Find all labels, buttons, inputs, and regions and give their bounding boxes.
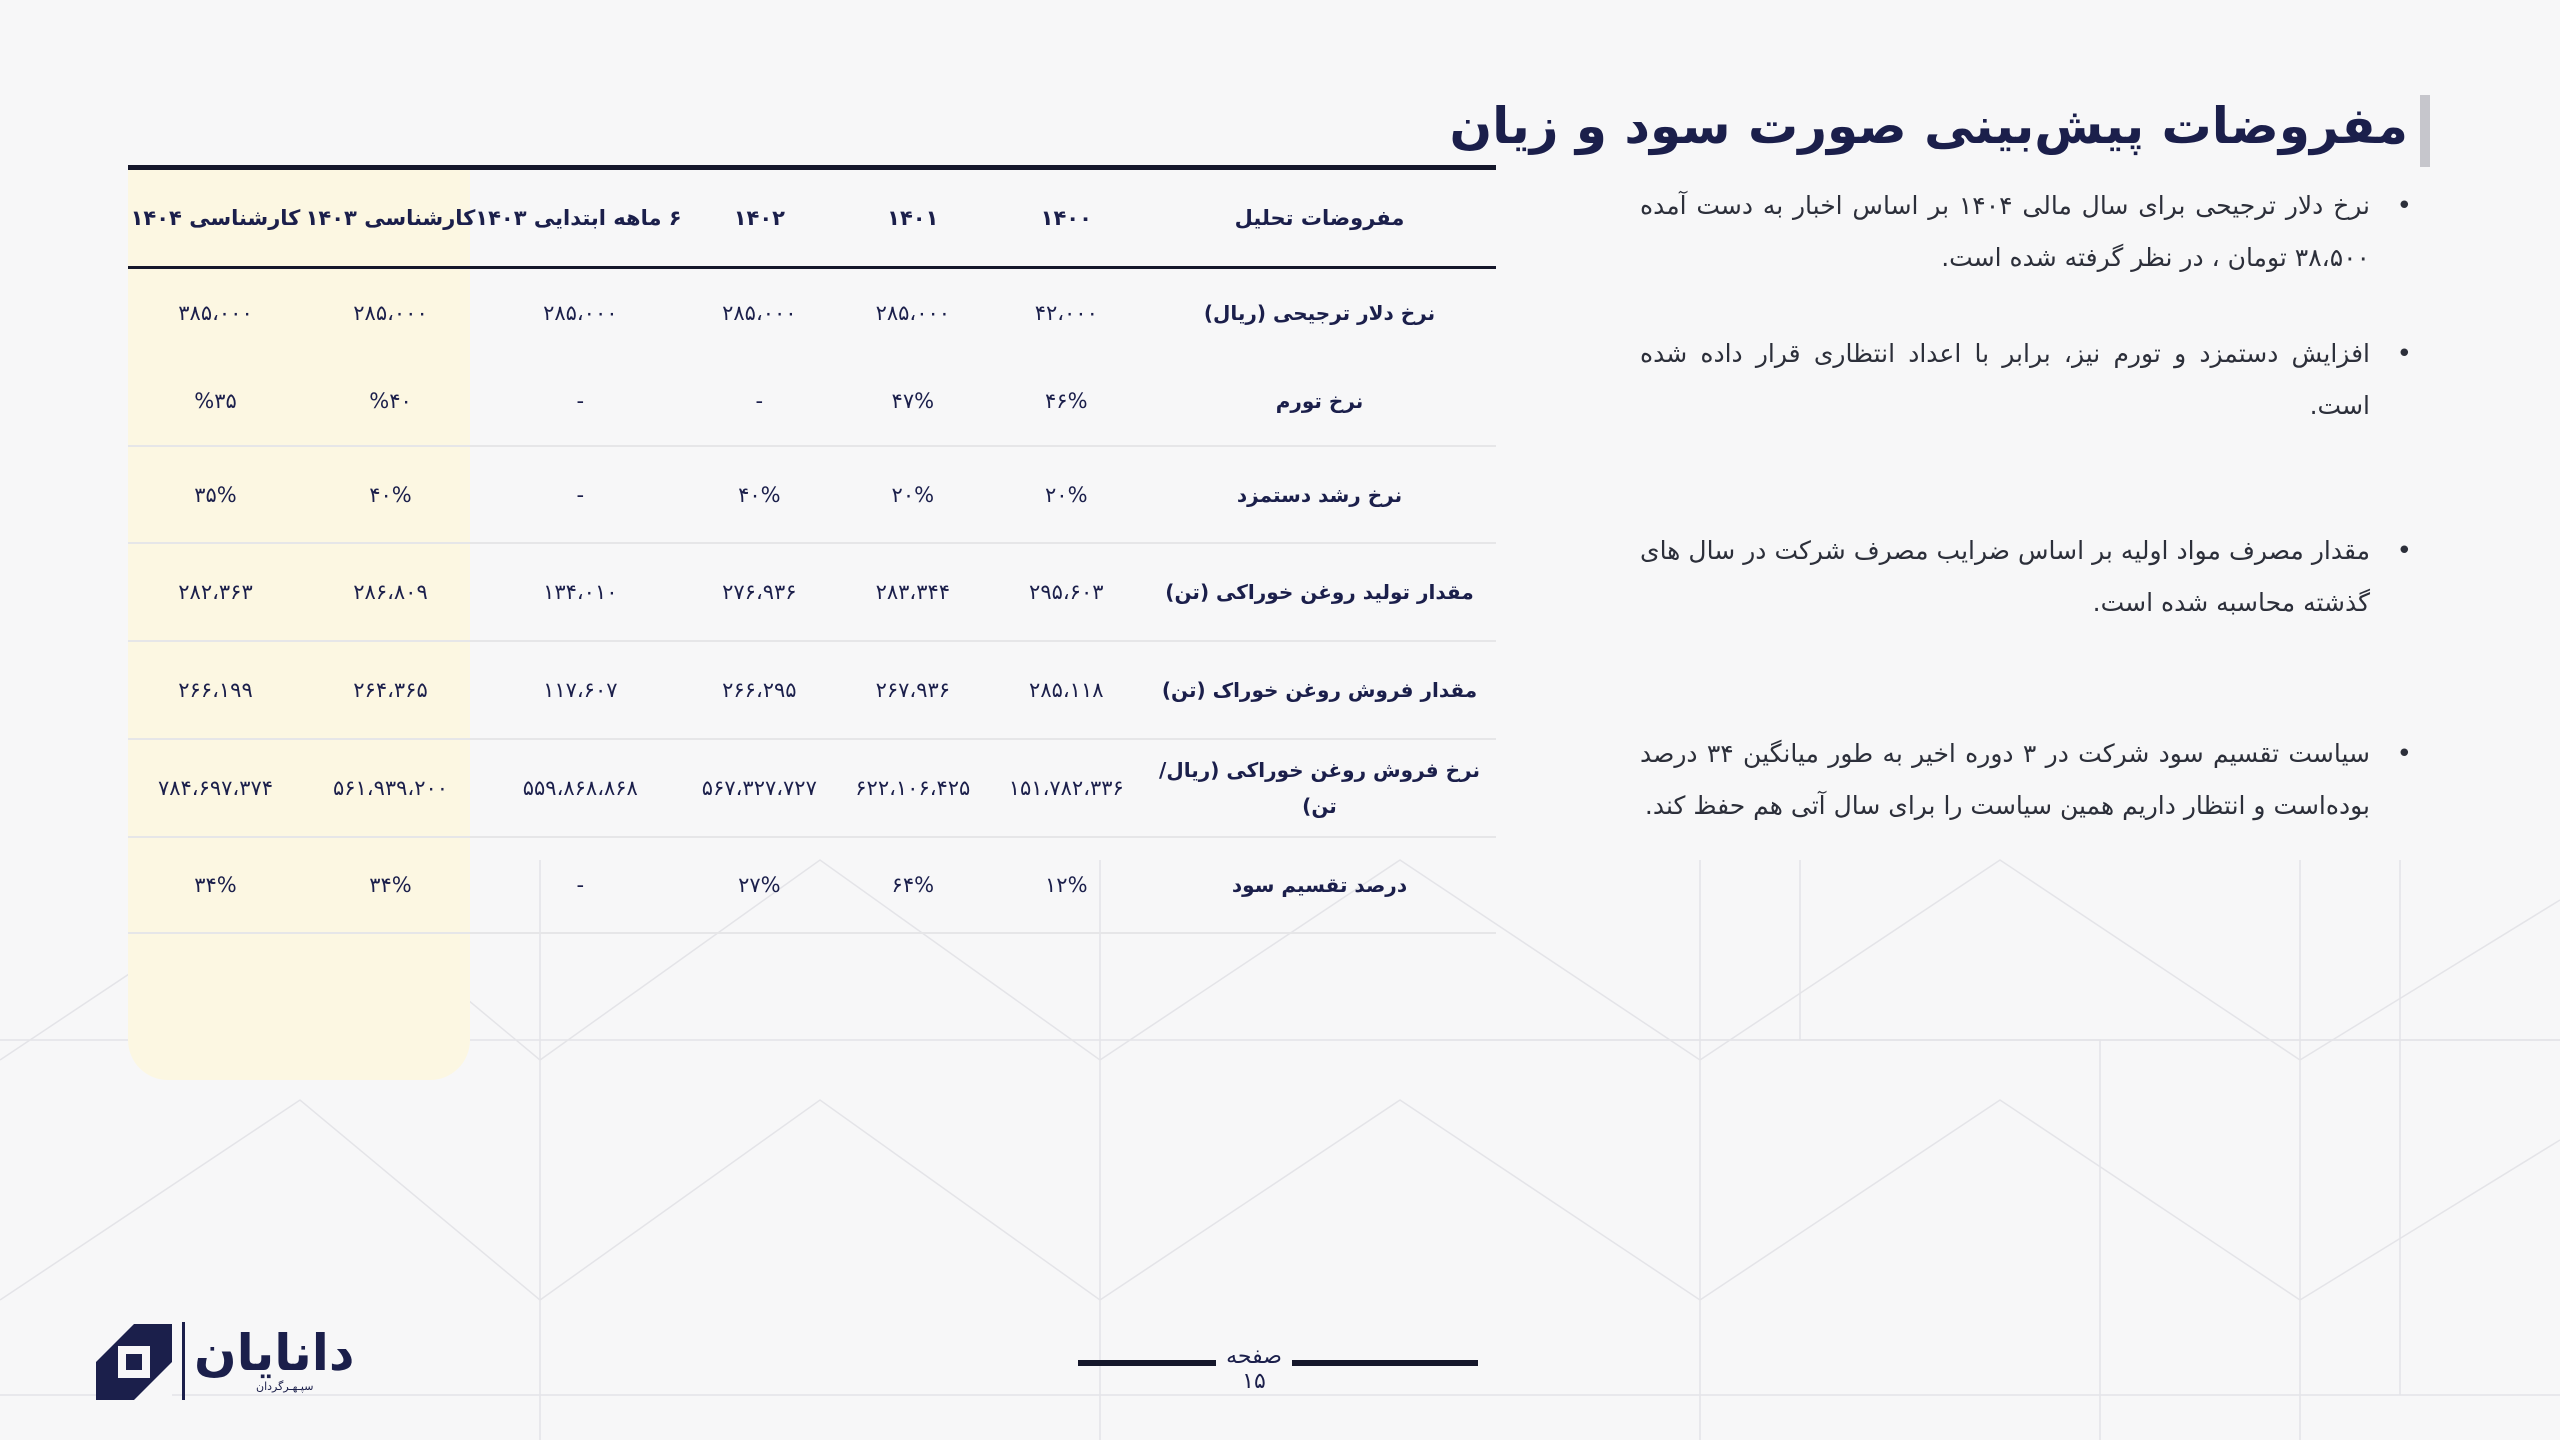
bullet-dot-icon: • <box>2396 191 2412 221</box>
table-row <box>128 543 1496 641</box>
table-cell: ۲۷% <box>683 837 836 933</box>
table-header-row <box>128 170 1496 268</box>
table-row <box>128 739 1496 837</box>
table-cell: ۳۸۵،۰۰۰ <box>178 301 253 325</box>
table-cell: ۱۲% <box>990 837 1143 933</box>
column-header: مفروضات تحلیل <box>1143 170 1496 268</box>
bullet-item <box>1640 328 2412 432</box>
logo-mark-icon <box>96 1324 172 1400</box>
bullet-item <box>1640 180 2412 284</box>
bullet-text: نرخ دلار ترجیحی برای سال مالی ۱۴۰۴ بر اساس اخبار به دست آمده ۳۸،۵۰۰ تومان ، در نظر گرفته شده است. <box>1640 191 2370 272</box>
bullet-dot-icon: • <box>2396 339 2412 369</box>
table-cell: ۵۶۷،۳۲۷،۷۲۷ <box>683 739 836 837</box>
table-row <box>128 268 1496 358</box>
column-header: کارشناسی ۱۴۰۴ <box>128 170 303 268</box>
table-cell: - <box>478 837 683 933</box>
table-cell: ۱۳۴،۰۱۰ <box>478 543 683 641</box>
table-cell: ۲۸۵،۰۰۰ <box>722 301 797 325</box>
row-label: نرخ دلار ترجیحی (ریال) <box>1203 301 1436 325</box>
table-cell: ۴۰% <box>303 446 478 543</box>
bullet-item <box>1640 525 2412 629</box>
bullet-text: سیاست تقسیم سود شرکت در ۳ دوره اخیر به طور میانگین ۳۴ درصد بوده‌است و انتظار داریم همین سیاست را برای سال آتی هم حفظ کند. <box>1640 739 2370 820</box>
table-cell: ۴۷% <box>836 357 989 446</box>
table-cell: ۲۸۲،۳۶۳ <box>128 543 303 641</box>
footer-rule-left <box>1078 1360 1216 1366</box>
row-label: نرخ رشد دستمزد <box>1143 446 1496 543</box>
table-cell: ۶۴% <box>836 837 989 933</box>
column-header: ۱۴۰۱ <box>836 170 989 268</box>
table-cell: ۴۰% <box>683 446 836 543</box>
row-label: نرخ تورم <box>1143 357 1496 446</box>
table-cell: ۵۶۱،۹۳۹،۲۰۰ <box>303 739 478 837</box>
table-cell: ۱۱۷،۶۰۷ <box>478 641 683 739</box>
logo-divider <box>182 1322 185 1400</box>
row-label: نرخ فروش روغن خوراکی (ریال/تن) <box>1143 739 1496 837</box>
table-cell: ۲۷۶،۹۳۶ <box>683 543 836 641</box>
table-cell: ۲۸۳،۳۴۴ <box>836 543 989 641</box>
column-header: ۱۴۰۰ <box>990 170 1143 268</box>
column-header: ۱۴۰۲ <box>683 170 836 268</box>
page-number: صفحه ۱۵ <box>1226 1344 1282 1394</box>
row-label: مقدار تولید روغن خوراکی (تن) <box>1143 543 1496 641</box>
table-row <box>128 641 1496 739</box>
bullet-item <box>1640 728 2412 832</box>
table-cell: ۲۰% <box>836 446 989 543</box>
table-cell: ۲۶۷،۹۳۶ <box>836 641 989 739</box>
bullet-text: مقدار مصرف مواد اولیه بر اساس ضرایب مصرف شرکت در سال های گذشته محاسبه شده است. <box>1640 536 2370 617</box>
bullet-text: افزایش دستمزد و تورم نیز، برابر با اعداد انتظاری قرار داده شده است. <box>1640 339 2370 420</box>
table-cell: %۳۵ <box>128 357 303 446</box>
table-cell: ۵۵۹،۸۶۸،۸۶۸ <box>478 739 683 837</box>
table-cell: ۲۹۵،۶۰۳ <box>990 543 1143 641</box>
table-cell: ۳۴% <box>128 837 303 933</box>
assumptions-table <box>128 170 1496 934</box>
logo-subtitle: سپـهـرگردان <box>256 1380 314 1393</box>
table-cell: ۲۶۶،۱۹۹ <box>128 641 303 739</box>
table-row <box>128 837 1496 933</box>
table-cell: ۳۴% <box>303 837 478 933</box>
table-cell: ۱۵۱،۷۸۲،۳۳۶ <box>990 739 1143 837</box>
table-cell: ۴۲،۰۰۰ <box>1034 301 1098 325</box>
table-cell: ۷۸۴،۶۹۷،۳۷۴ <box>128 739 303 837</box>
table-cell: ۲۸۵،۱۱۸ <box>990 641 1143 739</box>
table-cell: ۲۸۶،۸۰۹ <box>303 543 478 641</box>
bullet-dot-icon: • <box>2396 536 2412 566</box>
table-cell: ۲۸۵،۰۰۰ <box>543 301 618 325</box>
column-header: کارشناسی ۱۴۰۳ <box>303 170 478 268</box>
table-cell: ۲۸۵،۰۰۰ <box>353 301 428 325</box>
table-cell: ۲۶۴،۳۶۵ <box>303 641 478 739</box>
table-cell: - <box>683 357 836 446</box>
table-row <box>128 446 1496 543</box>
row-label: مقدار فروش روغن خوراک (تن) <box>1143 641 1496 739</box>
logo-name: دانایان <box>194 1324 355 1382</box>
row-label: درصد تقسیم سود <box>1143 837 1496 933</box>
slide-title: مفروضات پیش‌بینی صورت سود و زیان <box>1449 97 2408 155</box>
column-header: ۶ ماهه ابتدایی ۱۴۰۳ <box>478 170 683 268</box>
table-cell: ۲۶۶،۲۹۵ <box>683 641 836 739</box>
table-cell: %۴۰ <box>303 357 478 446</box>
table-row <box>128 357 1496 446</box>
table-cell: - <box>478 446 683 543</box>
table-cell: ۲۰% <box>990 446 1143 543</box>
bullet-dot-icon: • <box>2396 739 2412 769</box>
table-cell: ۶۲۲،۱۰۶،۴۲۵ <box>836 739 989 837</box>
table-cell: - <box>478 357 683 446</box>
title-accent-bar <box>2420 95 2430 167</box>
slide-title-block <box>1449 95 2430 165</box>
table-cell: ۳۵% <box>128 446 303 543</box>
footer-rule-right <box>1292 1360 1478 1366</box>
brand-logo <box>96 1320 355 1400</box>
table-cell: ۴۶% <box>990 357 1143 446</box>
table-cell: ۲۸۵،۰۰۰ <box>875 301 951 325</box>
